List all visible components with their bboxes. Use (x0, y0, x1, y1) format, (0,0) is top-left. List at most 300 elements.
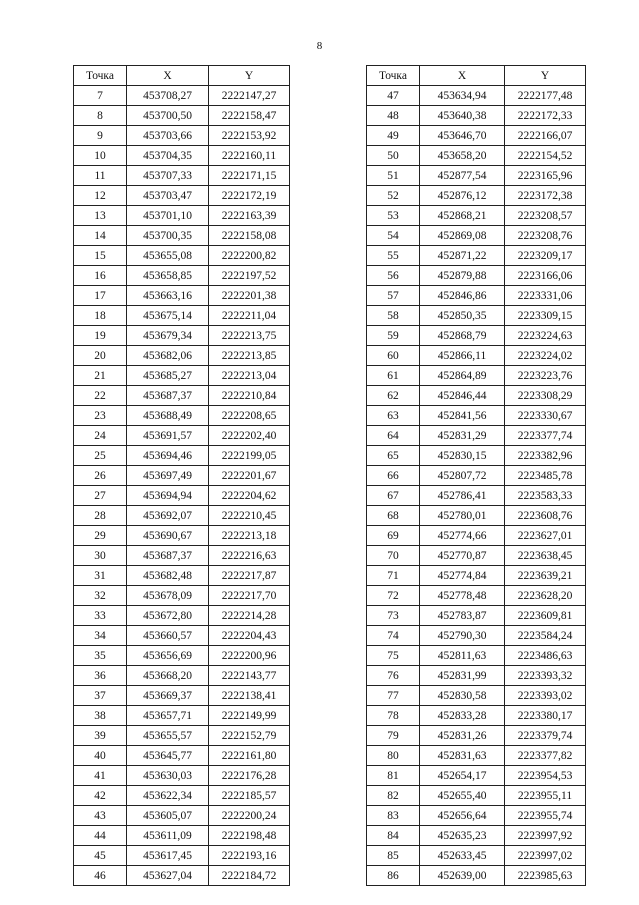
cell-y: 2222211,04 (209, 306, 290, 326)
header-y: Y (505, 66, 586, 86)
table-row (74, 566, 290, 586)
cell-x: 452655,40 (420, 786, 505, 806)
cell-x: 453703,47 (127, 186, 209, 206)
header-x: X (420, 66, 505, 86)
cell-x: 453660,57 (127, 626, 209, 646)
table-row (74, 746, 290, 766)
cell-x: 453679,34 (127, 326, 209, 346)
cell-x: 452831,63 (420, 746, 505, 766)
cell-point: 29 (74, 526, 127, 546)
cell-y: 2222200,82 (209, 246, 290, 266)
table-row (367, 326, 586, 346)
cell-y: 2222198,48 (209, 826, 290, 846)
table-row (74, 786, 290, 806)
cell-point: 43 (74, 806, 127, 826)
cell-point: 24 (74, 426, 127, 446)
cell-point: 66 (367, 466, 420, 486)
cell-y: 2222210,84 (209, 386, 290, 406)
cell-y: 2222210,45 (209, 506, 290, 526)
cell-point: 7 (74, 86, 127, 106)
cell-y: 2223584,24 (505, 626, 586, 646)
cell-x: 452639,00 (420, 866, 505, 886)
cell-point: 49 (367, 126, 420, 146)
table-row (367, 306, 586, 326)
cell-x: 453697,49 (127, 466, 209, 486)
cell-x: 453634,94 (420, 86, 505, 106)
cell-y: 2222204,43 (209, 626, 290, 646)
table-row (74, 166, 290, 186)
cell-y: 2222163,39 (209, 206, 290, 226)
cell-point: 26 (74, 466, 127, 486)
cell-x: 453658,85 (127, 266, 209, 286)
cell-y: 2222147,27 (209, 86, 290, 106)
header-point: Точка (367, 66, 420, 86)
cell-x: 453611,09 (127, 826, 209, 846)
cell-x: 452864,89 (420, 366, 505, 386)
cell-x: 452774,66 (420, 526, 505, 546)
table-row (74, 326, 290, 346)
table-header-row (367, 66, 586, 86)
cell-y: 2223639,21 (505, 566, 586, 586)
cell-x: 453678,09 (127, 586, 209, 606)
cell-y: 2223224,02 (505, 346, 586, 366)
cell-y: 2223379,74 (505, 726, 586, 746)
cell-x: 453605,07 (127, 806, 209, 826)
cell-y: 2223393,02 (505, 686, 586, 706)
cell-y: 2223172,38 (505, 186, 586, 206)
table-row (367, 166, 586, 186)
cell-point: 57 (367, 286, 420, 306)
cell-point: 13 (74, 206, 127, 226)
cell-x: 452877,54 (420, 166, 505, 186)
cell-point: 8 (74, 106, 127, 126)
cell-y: 2223985,63 (505, 866, 586, 886)
table-row (367, 446, 586, 466)
cell-point: 83 (367, 806, 420, 826)
cell-point: 45 (74, 846, 127, 866)
cell-y: 2223377,74 (505, 426, 586, 446)
table-row (74, 366, 290, 386)
cell-y: 2222200,96 (209, 646, 290, 666)
cell-y: 2223208,76 (505, 226, 586, 246)
cell-point: 37 (74, 686, 127, 706)
table-row (367, 386, 586, 406)
cell-point: 80 (367, 746, 420, 766)
cell-y: 2223331,06 (505, 286, 586, 306)
table-row (367, 586, 586, 606)
cell-y: 2222161,80 (209, 746, 290, 766)
cell-point: 71 (367, 566, 420, 586)
cell-point: 72 (367, 586, 420, 606)
cell-x: 452868,21 (420, 206, 505, 226)
cell-x: 452831,26 (420, 726, 505, 746)
cell-y: 2222158,47 (209, 106, 290, 126)
table-row (74, 506, 290, 526)
table-row (367, 526, 586, 546)
cell-point: 18 (74, 306, 127, 326)
table-row (74, 226, 290, 246)
cell-y: 2222213,75 (209, 326, 290, 346)
cell-x: 452807,72 (420, 466, 505, 486)
table-row (367, 346, 586, 366)
table-row (74, 546, 290, 566)
cell-y: 2222153,92 (209, 126, 290, 146)
cell-point: 78 (367, 706, 420, 726)
cell-point: 28 (74, 506, 127, 526)
cell-point: 47 (367, 86, 420, 106)
table-row (367, 726, 586, 746)
cell-x: 452841,56 (420, 406, 505, 426)
cell-point: 77 (367, 686, 420, 706)
cell-point: 70 (367, 546, 420, 566)
cell-x: 452770,87 (420, 546, 505, 566)
cell-x: 452846,44 (420, 386, 505, 406)
cell-y: 2222214,28 (209, 606, 290, 626)
table-row (74, 386, 290, 406)
cell-y: 2223485,78 (505, 466, 586, 486)
cell-y: 2222138,41 (209, 686, 290, 706)
cell-point: 19 (74, 326, 127, 346)
cell-y: 2223609,81 (505, 606, 586, 626)
cell-x: 452831,29 (420, 426, 505, 446)
table-row (367, 466, 586, 486)
cell-point: 73 (367, 606, 420, 626)
cell-x: 453663,16 (127, 286, 209, 306)
cell-y: 2222201,38 (209, 286, 290, 306)
cell-y: 2223638,45 (505, 546, 586, 566)
cell-point: 63 (367, 406, 420, 426)
cell-point: 33 (74, 606, 127, 626)
cell-point: 42 (74, 786, 127, 806)
cell-y: 2222202,40 (209, 426, 290, 446)
cell-y: 2222216,63 (209, 546, 290, 566)
cell-point: 30 (74, 546, 127, 566)
cell-x: 453672,80 (127, 606, 209, 626)
cell-x: 452868,79 (420, 326, 505, 346)
cell-y: 2223224,63 (505, 326, 586, 346)
cell-point: 59 (367, 326, 420, 346)
cell-point: 67 (367, 486, 420, 506)
table-row (74, 426, 290, 446)
table-row (74, 826, 290, 846)
cell-point: 64 (367, 426, 420, 446)
table-row (367, 106, 586, 126)
coordinates-table-right (366, 65, 586, 886)
cell-x: 453646,70 (420, 126, 505, 146)
cell-x: 452633,45 (420, 846, 505, 866)
cell-point: 50 (367, 146, 420, 166)
header-point: Точка (74, 66, 127, 86)
cell-x: 453687,37 (127, 546, 209, 566)
cell-x: 452830,58 (420, 686, 505, 706)
cell-x: 453692,07 (127, 506, 209, 526)
table-row (367, 866, 586, 886)
cell-point: 36 (74, 666, 127, 686)
cell-point: 81 (367, 766, 420, 786)
header-x: X (127, 66, 209, 86)
cell-y: 2222217,70 (209, 586, 290, 606)
cell-x: 453617,45 (127, 846, 209, 866)
cell-x: 452846,86 (420, 286, 505, 306)
cell-x: 453685,27 (127, 366, 209, 386)
cell-point: 75 (367, 646, 420, 666)
table-row (367, 246, 586, 266)
cell-x: 453655,57 (127, 726, 209, 746)
cell-x: 453658,20 (420, 146, 505, 166)
table-row (74, 106, 290, 126)
cell-point: 48 (367, 106, 420, 126)
cell-x: 453703,66 (127, 126, 209, 146)
cell-point: 55 (367, 246, 420, 266)
cell-y: 2222152,79 (209, 726, 290, 746)
table-row (74, 246, 290, 266)
cell-point: 51 (367, 166, 420, 186)
table-row (74, 146, 290, 166)
cell-x: 452790,30 (420, 626, 505, 646)
cell-point: 79 (367, 726, 420, 746)
cell-point: 46 (74, 866, 127, 886)
table-row (367, 826, 586, 846)
cell-point: 16 (74, 266, 127, 286)
cell-y: 2223393,32 (505, 666, 586, 686)
cell-point: 68 (367, 506, 420, 526)
cell-y: 2222204,62 (209, 486, 290, 506)
table-row (367, 206, 586, 226)
cell-point: 44 (74, 826, 127, 846)
table-row (367, 646, 586, 666)
coordinates-table-left (73, 65, 290, 886)
cell-y: 2223209,17 (505, 246, 586, 266)
cell-y: 2222217,87 (209, 566, 290, 586)
cell-x: 453645,77 (127, 746, 209, 766)
cell-point: 21 (74, 366, 127, 386)
cell-point: 25 (74, 446, 127, 466)
cell-x: 453682,48 (127, 566, 209, 586)
table-row (74, 686, 290, 706)
table-row (367, 706, 586, 726)
cell-y: 2222149,99 (209, 706, 290, 726)
cell-point: 58 (367, 306, 420, 326)
cell-x: 452654,17 (420, 766, 505, 786)
cell-y: 2222158,08 (209, 226, 290, 246)
cell-x: 453694,94 (127, 486, 209, 506)
cell-x: 453704,35 (127, 146, 209, 166)
cell-point: 22 (74, 386, 127, 406)
cell-point: 38 (74, 706, 127, 726)
table-row (74, 126, 290, 146)
cell-y: 2223330,67 (505, 406, 586, 426)
table-row (74, 806, 290, 826)
cell-point: 60 (367, 346, 420, 366)
cell-x: 453682,06 (127, 346, 209, 366)
cell-y: 2222177,48 (505, 86, 586, 106)
cell-y: 2222154,52 (505, 146, 586, 166)
cell-x: 452833,28 (420, 706, 505, 726)
cell-y: 2222213,04 (209, 366, 290, 386)
cell-x: 452866,11 (420, 346, 505, 366)
cell-point: 62 (367, 386, 420, 406)
cell-x: 452871,22 (420, 246, 505, 266)
cell-point: 32 (74, 586, 127, 606)
cell-y: 2223380,17 (505, 706, 586, 726)
table-row (367, 546, 586, 566)
cell-point: 17 (74, 286, 127, 306)
cell-y: 2222197,52 (209, 266, 290, 286)
table-row (74, 626, 290, 646)
cell-x: 453694,46 (127, 446, 209, 466)
table-row (367, 406, 586, 426)
cell-y: 2222143,77 (209, 666, 290, 686)
cell-point: 65 (367, 446, 420, 466)
cell-y: 2223997,92 (505, 826, 586, 846)
cell-point: 61 (367, 366, 420, 386)
cell-x: 452783,87 (420, 606, 505, 626)
cell-y: 2223486,63 (505, 646, 586, 666)
cell-point: 54 (367, 226, 420, 246)
cell-point: 12 (74, 186, 127, 206)
cell-y: 2223997,02 (505, 846, 586, 866)
table-row (74, 286, 290, 306)
cell-point: 14 (74, 226, 127, 246)
cell-y: 2222200,24 (209, 806, 290, 826)
cell-x: 453688,49 (127, 406, 209, 426)
table-row (74, 726, 290, 746)
table-row (367, 606, 586, 626)
table-row (367, 566, 586, 586)
table-row (74, 186, 290, 206)
cell-x: 453691,57 (127, 426, 209, 446)
table-row (367, 86, 586, 106)
table-row (74, 306, 290, 326)
cell-y: 2223955,74 (505, 806, 586, 826)
table-row (74, 346, 290, 366)
cell-x: 452811,63 (420, 646, 505, 666)
cell-x: 452831,99 (420, 666, 505, 686)
cell-x: 453630,03 (127, 766, 209, 786)
cell-x: 452656,64 (420, 806, 505, 826)
cell-point: 35 (74, 646, 127, 666)
cell-point: 9 (74, 126, 127, 146)
cell-y: 2222172,19 (209, 186, 290, 206)
cell-y: 2223309,15 (505, 306, 586, 326)
cell-y: 2223954,53 (505, 766, 586, 786)
cell-point: 56 (367, 266, 420, 286)
cell-y: 2223955,11 (505, 786, 586, 806)
cell-point: 34 (74, 626, 127, 646)
cell-point: 86 (367, 866, 420, 886)
table-row (367, 746, 586, 766)
cell-point: 85 (367, 846, 420, 866)
cell-x: 452876,12 (420, 186, 505, 206)
table-row (74, 406, 290, 426)
table-row (74, 866, 290, 886)
cell-x: 453687,37 (127, 386, 209, 406)
cell-x: 453700,35 (127, 226, 209, 246)
cell-y: 2222172,33 (505, 106, 586, 126)
cell-x: 453708,27 (127, 86, 209, 106)
table-row (367, 266, 586, 286)
table-row (74, 706, 290, 726)
cell-x: 452774,84 (420, 566, 505, 586)
table-row (367, 486, 586, 506)
cell-point: 11 (74, 166, 127, 186)
cell-x: 452830,15 (420, 446, 505, 466)
cell-x: 453701,10 (127, 206, 209, 226)
cell-y: 2223165,96 (505, 166, 586, 186)
cell-x: 452850,35 (420, 306, 505, 326)
cell-x: 452778,48 (420, 586, 505, 606)
cell-y: 2222171,15 (209, 166, 290, 186)
cell-point: 52 (367, 186, 420, 206)
cell-x: 453622,34 (127, 786, 209, 806)
cell-x: 453640,38 (420, 106, 505, 126)
table-row (367, 626, 586, 646)
cell-x: 453690,67 (127, 526, 209, 546)
table-row (74, 486, 290, 506)
cell-x: 453675,14 (127, 306, 209, 326)
cell-y: 2222213,18 (209, 526, 290, 546)
cell-point: 40 (74, 746, 127, 766)
table-row (367, 806, 586, 826)
cell-y: 2222193,16 (209, 846, 290, 866)
table-row (74, 766, 290, 786)
cell-y: 2222166,07 (505, 126, 586, 146)
cell-y: 2223223,76 (505, 366, 586, 386)
cell-y: 2223377,82 (505, 746, 586, 766)
cell-x: 452869,08 (420, 226, 505, 246)
page-number: 8 (316, 40, 323, 52)
cell-y: 2223583,33 (505, 486, 586, 506)
cell-point: 10 (74, 146, 127, 166)
cell-y: 2223608,76 (505, 506, 586, 526)
table-row (74, 666, 290, 686)
table-row (367, 366, 586, 386)
table-row (74, 586, 290, 606)
table-row (367, 186, 586, 206)
cell-x: 453707,33 (127, 166, 209, 186)
cell-point: 74 (367, 626, 420, 646)
cell-y: 2222185,57 (209, 786, 290, 806)
header-y: Y (209, 66, 290, 86)
table-row (367, 226, 586, 246)
table-row (367, 426, 586, 446)
cell-point: 76 (367, 666, 420, 686)
table-row (74, 646, 290, 666)
cell-point: 23 (74, 406, 127, 426)
table-row (74, 206, 290, 226)
cell-x: 453627,04 (127, 866, 209, 886)
cell-x: 453669,37 (127, 686, 209, 706)
cell-y: 2223628,20 (505, 586, 586, 606)
cell-point: 53 (367, 206, 420, 226)
table-row (74, 526, 290, 546)
cell-y: 2222184,72 (209, 866, 290, 886)
table-header-row (74, 66, 290, 86)
cell-point: 82 (367, 786, 420, 806)
cell-x: 452786,41 (420, 486, 505, 506)
table-row (367, 846, 586, 866)
table-row (367, 506, 586, 526)
cell-point: 69 (367, 526, 420, 546)
cell-y: 2223208,57 (505, 206, 586, 226)
table-row (74, 846, 290, 866)
table-row (367, 146, 586, 166)
cell-y: 2223308,29 (505, 386, 586, 406)
cell-y: 2222201,67 (209, 466, 290, 486)
table-row (74, 86, 290, 106)
cell-y: 2222176,28 (209, 766, 290, 786)
cell-point: 15 (74, 246, 127, 266)
